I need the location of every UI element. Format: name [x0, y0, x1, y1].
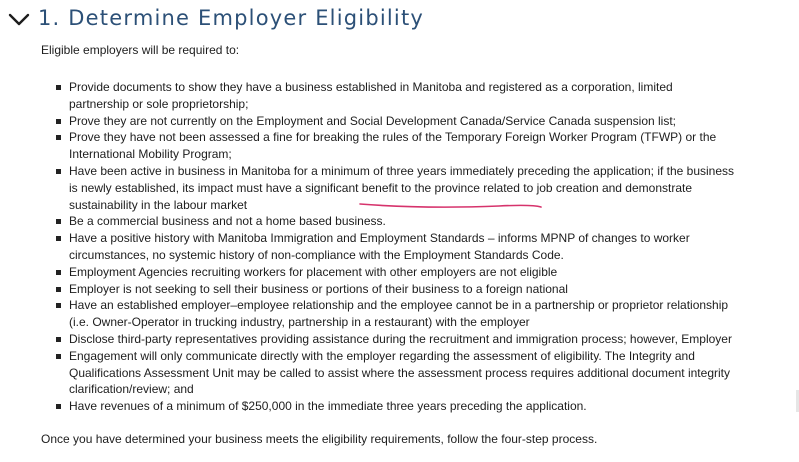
list-item: Provide documents to show they have a business established in Manitoba and registered as a corporation, limited partnership or sole proprietorship;	[55, 79, 735, 113]
list-item: Have revenues of a minimum of $250,000 in the immediate three years preceding the application.	[55, 398, 735, 415]
list-item-text-end: preceding the application; if the business is newly established, its impact must have a significant benefit to the province related to job creation and demonstrate sustainability in the labour market	[69, 163, 735, 212]
list-item: Be a commercial business and not a home based business.	[55, 213, 735, 230]
section-title: 1. Determine Employer Eligibility	[38, 6, 425, 30]
outro-text: Once you have determined your business meets the eligibility requirements, follow the four-step process.	[41, 432, 598, 446]
list-item: Prove they are not currently on the Employment and Social Development Canada/Service Canada suspension list;	[55, 113, 735, 130]
section-header[interactable]	[4, 4, 424, 32]
requirements-list	[55, 79, 735, 415]
highlighted-phrase: minimum of three years immediately	[321, 163, 514, 178]
list-item: Have an established employer–employee relationship and the employee cannot be in a partnership or proprietor relationship (i.e. Owner-Operator in trucking industry, partnership in a restaurant) with the employer	[55, 297, 735, 331]
list-item: Employment Agencies recruiting workers for placement with other employers are not eligible	[55, 264, 735, 281]
list-item-text-start: Have been active in business in Manitoba for a	[69, 163, 322, 178]
intro-text: Eligible employers will be required to:	[41, 43, 240, 57]
chevron-down-icon[interactable]	[4, 7, 34, 29]
list-item: Employer is not seeking to sell their business or portions of their business to a foreign national	[55, 281, 735, 298]
underline-annotation	[359, 201, 542, 211]
list-item: Prove they have not been assessed a fine for breaking the rules of the Temporary Foreign Worker Program (TFWP) or the International Mobility Program;	[55, 129, 735, 163]
list-item: Engagement will only communicate directly with the employer regarding the assessment of eligibility. The Integrity and Qualifications Assessment Unit may be called to assist where the assessment process requires additional document integrity clarification/review; and	[55, 348, 735, 398]
list-item: Disclose third-party representatives providing assistance during the recruitment and immigration process; however, Employer	[55, 331, 735, 348]
list-item	[55, 163, 735, 213]
list-item: Have a positive history with Manitoba Immigration and Employment Standards – informs MPNP of changes to worker circumstances, no systemic history of non-compliance with the Employment Standards Code.	[55, 230, 735, 264]
